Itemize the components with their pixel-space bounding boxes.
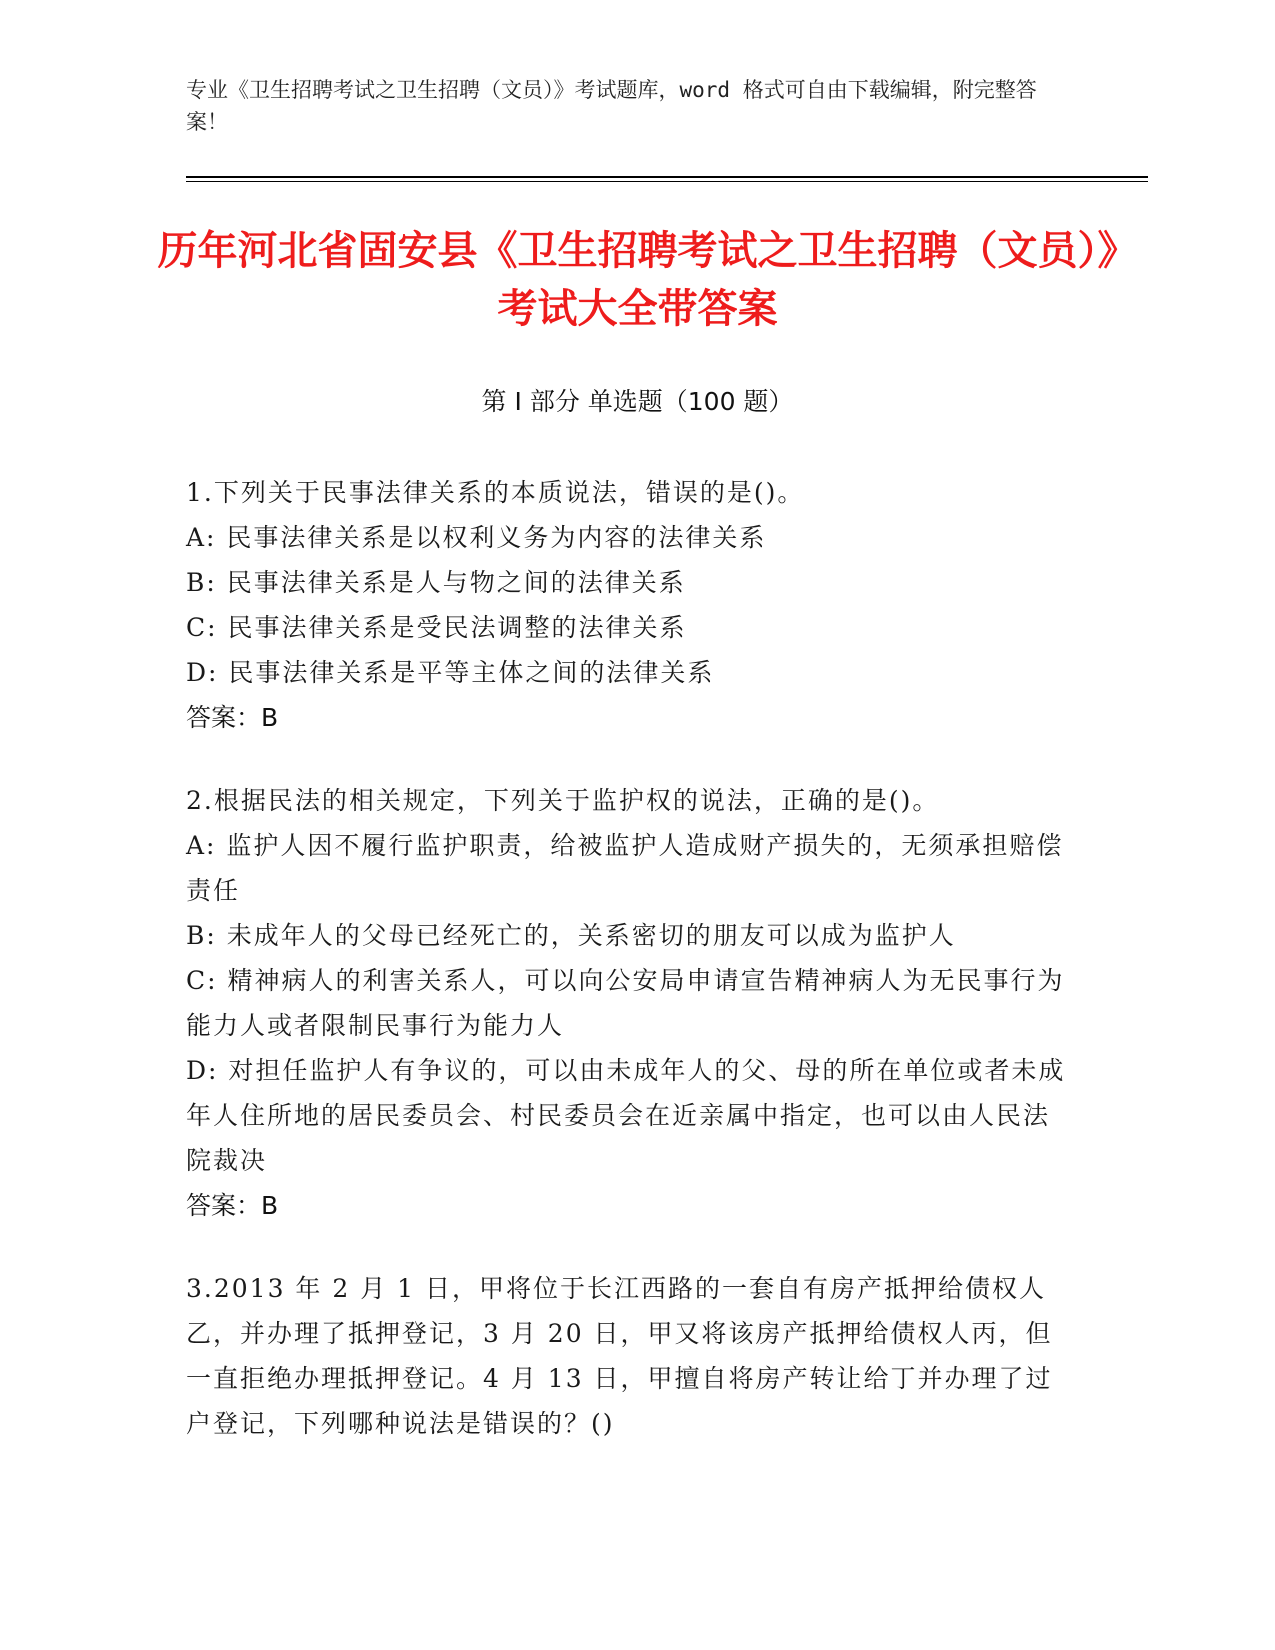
header-note: 专业《卫生招聘考试之卫生招聘（文员）》考试题库，word 格式可自由下载编辑，附完整答案！ <box>186 78 1037 134</box>
header-rule-thin <box>186 181 1148 182</box>
option-a: A: 民事法律关系是以权利义务为内容的法律关系 <box>186 523 767 552</box>
option-d: D: 民事法律关系是平等主体之间的法律关系 <box>186 658 715 687</box>
question-stem: 1.下列关于民事法律关系的本质说法，错误的是()。 <box>186 478 805 507</box>
question-3 <box>186 1266 1076 1446</box>
question-stem: 3.2013 年 2 月 1 日，甲将位于长江西路的一套自有房产抵押给债权人乙，并办理了抵押登记，3 月 20 日，甲又将该房产抵押给债权人丙，但一直拒绝办理抵押登记。4 月 13 日，甲擅自将房产转让给丁并办理了过户登记，下列哪种说法是错误的？() <box>186 1274 1053 1438</box>
option-b: B: 未成年人的父母已经死亡的，关系密切的朋友可以成为监护人 <box>186 921 956 950</box>
question-stem: 2.根据民法的相关规定，下列关于监护权的说法，正确的是()。 <box>186 786 940 815</box>
option-a: A: 监护人因不履行监护职责，给被监护人造成财产损失的，无须承担赔偿责任 <box>186 831 1064 905</box>
answer: 答案：B <box>186 703 279 732</box>
question-list <box>186 470 1076 1484</box>
document-title: 历年河北省固安县《卫生招聘考试之卫生招聘（文员）》考试大全带答案 <box>157 228 1118 332</box>
section-heading: 第 I 部分 单选题（100 题） <box>481 387 794 416</box>
question-1 <box>186 470 1076 740</box>
option-c: C: 民事法律关系是受民法调整的法律关系 <box>186 613 687 642</box>
question-2 <box>186 778 1076 1228</box>
option-c: C: 精神病人的利害关系人，可以向公安局申请宣告精神病人为无民事行为能力人或者限制民事行为能力人 <box>186 966 1065 1040</box>
option-b: B: 民事法律关系是人与物之间的法律关系 <box>186 568 686 597</box>
header-rule-thick <box>186 176 1148 178</box>
answer: 答案：B <box>186 1191 279 1220</box>
option-d: D: 对担任监护人有争议的，可以由未成年人的父、母的所在单位或者未成年人住所地的居民委员会、村民委员会在近亲属中指定，也可以由人民法院裁决 <box>186 1056 1066 1175</box>
